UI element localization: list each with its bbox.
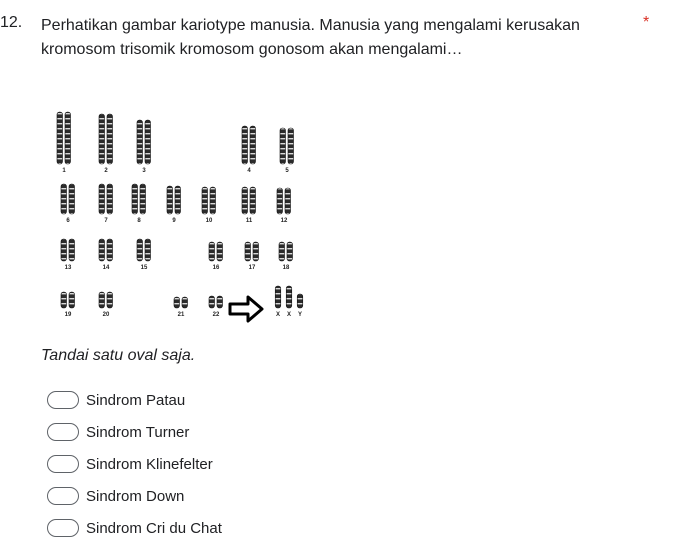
chromosome-label: 16 xyxy=(212,265,220,271)
radio-oval[interactable] xyxy=(47,487,79,505)
chromosome xyxy=(140,184,146,214)
chromosome-label: 17 xyxy=(248,265,256,271)
chromosome xyxy=(107,184,113,214)
chromosome xyxy=(65,112,71,164)
chromosome-label: X xyxy=(286,312,292,318)
chromosome-label: 3 xyxy=(142,168,146,174)
arrow-right-icon xyxy=(230,297,262,321)
chromosome-label: 19 xyxy=(64,312,72,318)
chromosome-labels xyxy=(62,168,302,318)
chromosome xyxy=(217,242,223,261)
chromosome xyxy=(285,188,291,214)
chromosome-label: 21 xyxy=(177,312,185,318)
chromosome xyxy=(145,239,151,261)
chromosome xyxy=(209,242,215,261)
radio-oval[interactable] xyxy=(47,455,79,473)
chromosome xyxy=(107,239,113,261)
chromosome xyxy=(61,292,67,308)
chromosome-label: Y xyxy=(297,312,303,318)
chromosome xyxy=(245,242,251,261)
chromosome xyxy=(175,186,181,214)
option-sindrom-klinefelter[interactable] xyxy=(47,453,222,475)
option-label: Sindrom Klinefelter xyxy=(86,455,213,473)
chromosome-label: 8 xyxy=(137,218,141,224)
chromosome xyxy=(277,188,283,214)
chromosome xyxy=(280,128,286,164)
chromosome xyxy=(242,187,248,214)
chromosome-pairs xyxy=(57,112,303,308)
chromosome xyxy=(145,120,151,164)
options-list xyxy=(47,389,222,549)
chromosome-label: 22 xyxy=(212,312,220,318)
chromosome-label: 5 xyxy=(285,168,289,174)
radio-oval[interactable] xyxy=(47,391,79,409)
radio-oval[interactable] xyxy=(47,519,79,537)
radio-oval[interactable] xyxy=(47,423,79,441)
chromosome xyxy=(174,297,180,308)
chromosome-label: 9 xyxy=(172,218,176,224)
option-label: Sindrom Down xyxy=(86,487,185,505)
chromosome xyxy=(288,128,294,164)
chromosome-label: 4 xyxy=(247,168,251,174)
chromosome xyxy=(132,184,138,214)
chromosome-label: 1 xyxy=(62,168,66,174)
chromosome-label: X xyxy=(275,312,281,318)
chromosome xyxy=(250,126,256,164)
chromosome-label: 14 xyxy=(102,265,110,271)
chromosome xyxy=(61,184,67,214)
option-sindrom-cri-du-chat[interactable] xyxy=(47,517,222,539)
chromosome-label: 12 xyxy=(280,218,288,224)
chromosome-label: 2 xyxy=(104,168,108,174)
question-number: 12. xyxy=(0,14,23,31)
chromosome xyxy=(297,294,303,308)
chromosome xyxy=(99,114,105,164)
chromosome xyxy=(57,112,63,164)
chromosome xyxy=(107,114,113,164)
question-text: Perhatikan gambar kariotype manusia. Manusia yang mengalami kerusakan kromosom trisomik kromosom gonosom akan mengalami… xyxy=(41,17,580,58)
chromosome-label: 10 xyxy=(205,218,213,224)
option-sindrom-patau[interactable] xyxy=(47,389,222,411)
chromosome xyxy=(286,286,292,308)
chromosome xyxy=(182,297,188,308)
chromosome xyxy=(209,296,215,308)
chromosome xyxy=(167,186,173,214)
option-label: Sindrom Turner xyxy=(86,423,190,441)
chromosome xyxy=(137,239,143,261)
chromosome xyxy=(217,296,223,308)
chromosome xyxy=(242,126,248,164)
chromosome xyxy=(250,187,256,214)
chromosome xyxy=(137,120,143,164)
chromosome-label: 15 xyxy=(140,265,148,271)
chromosome xyxy=(275,286,281,308)
instruction-text: Tandai satu oval saja. xyxy=(41,347,196,364)
chromosome xyxy=(61,239,67,261)
chromosome xyxy=(107,292,113,308)
option-sindrom-turner[interactable] xyxy=(47,421,222,443)
chromosome xyxy=(253,242,259,261)
chromosome xyxy=(279,242,285,261)
chromosome xyxy=(69,184,75,214)
chromosome xyxy=(287,242,293,261)
chromosome-label: 7 xyxy=(104,218,108,224)
chromosome xyxy=(69,239,75,261)
chromosome-label: 6 xyxy=(66,218,70,224)
chromosome xyxy=(99,239,105,261)
required-marker: * xyxy=(643,14,650,31)
karyotype-image xyxy=(44,86,314,326)
chromosome-label: 13 xyxy=(64,265,72,271)
option-sindrom-down[interactable] xyxy=(47,485,222,507)
chromosome-label: 20 xyxy=(102,312,110,318)
option-label: Sindrom Patau xyxy=(86,391,186,409)
chromosome xyxy=(99,292,105,308)
chromosome xyxy=(210,187,216,214)
option-label: Sindrom Cri du Chat xyxy=(86,519,222,537)
chromosome-label: 11 xyxy=(245,218,253,224)
chromosome xyxy=(202,187,208,214)
chromosome xyxy=(69,292,75,308)
chromosome-label: 18 xyxy=(282,265,290,271)
chromosome xyxy=(99,184,105,214)
